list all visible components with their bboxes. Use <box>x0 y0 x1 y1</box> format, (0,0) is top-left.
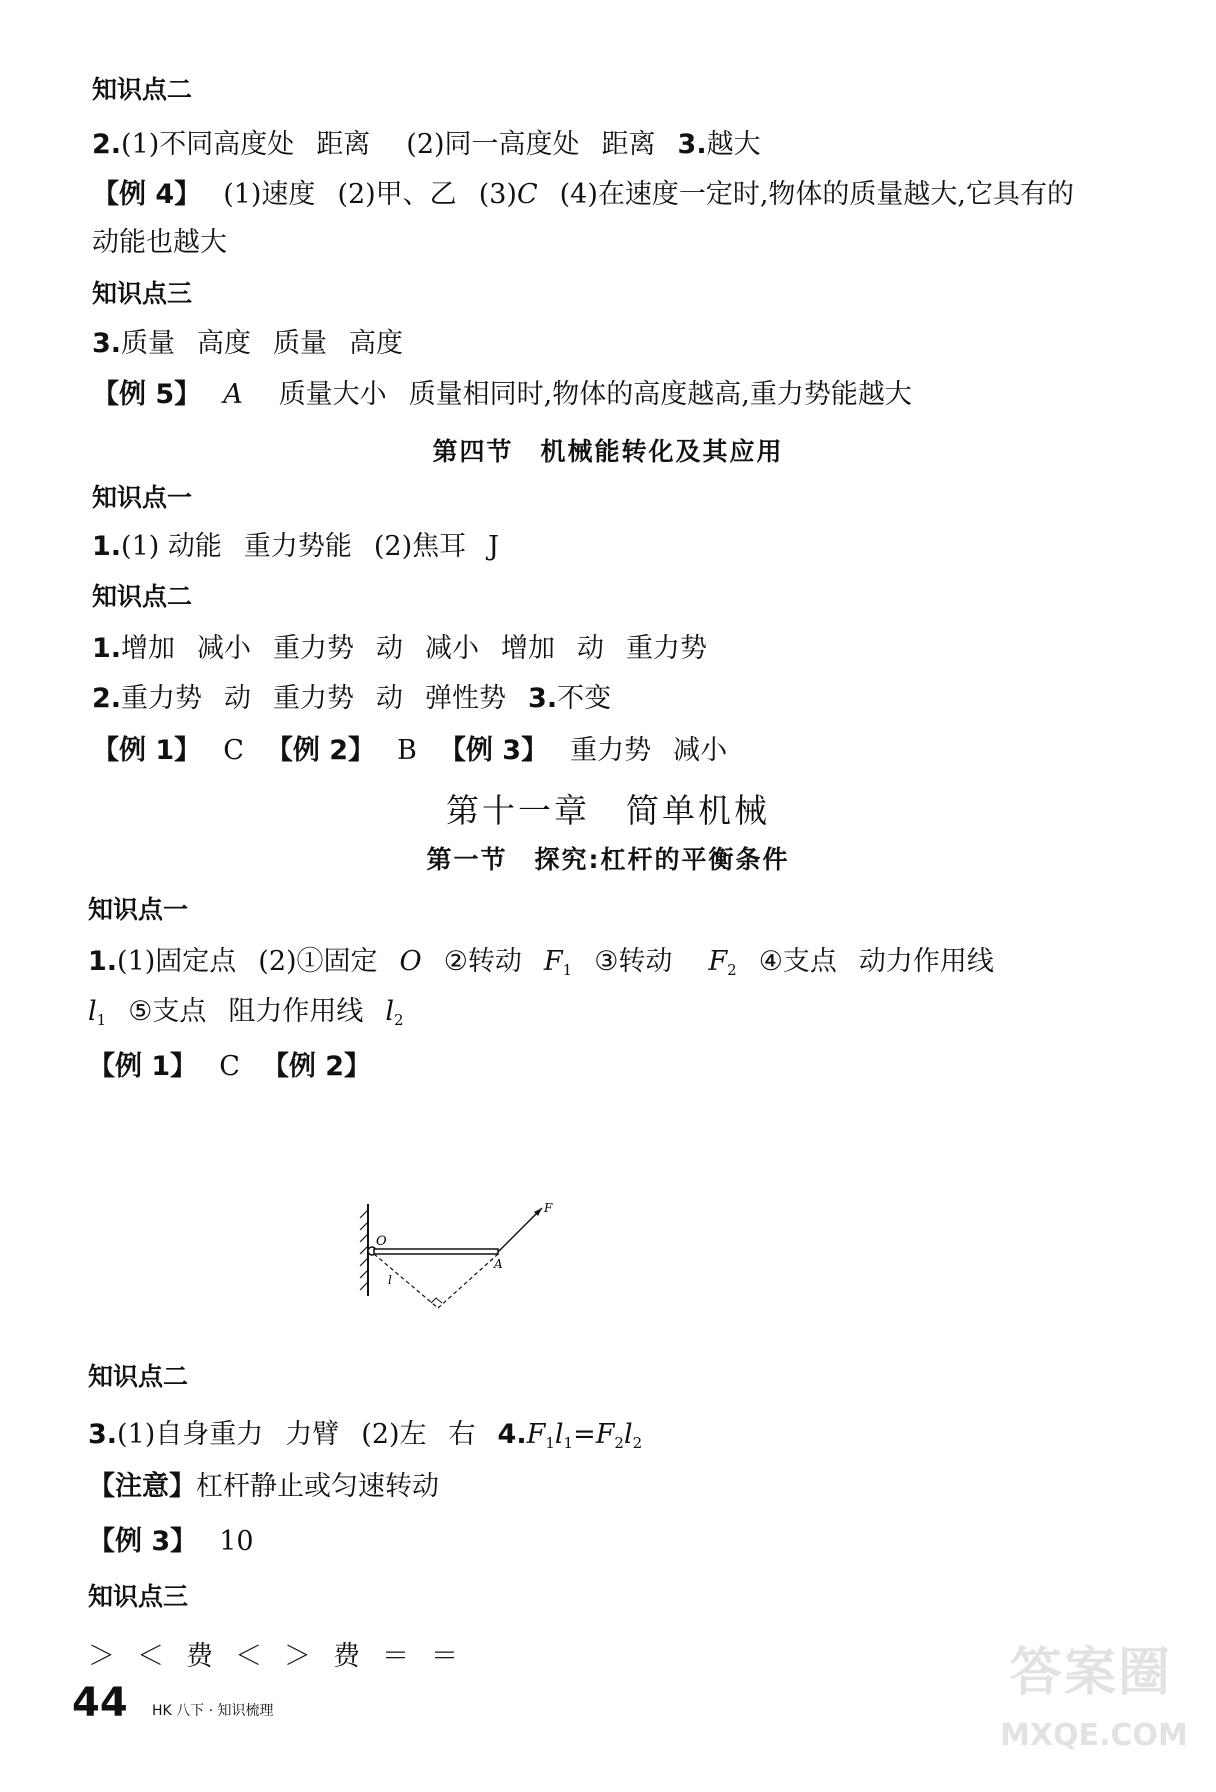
answer-line: 1.(1)固定点 (2)①固定 O ②转动 $F_1$ ③转动 $F_2$ ④支点 动力作用线 <box>88 946 994 979</box>
lever-diagram <box>350 1200 570 1320</box>
answer-line: $l_1$ ⑤支点 阻力作用线 $l_2$ <box>88 996 404 1029</box>
example-4-line: 【例 4】 (1)速度 (2)甲、乙 (3)C (4)在速度一定时,物体的质量越大,它具有的 <box>92 179 1075 210</box>
example-5-line: 【例 5】 A 质量大小 质量相同时,物体的高度越高,重力势能越大 <box>92 379 912 410</box>
lever-bar <box>374 1249 498 1254</box>
chapter-title: 第十一章 简单机械 <box>446 791 770 830</box>
knowledge-point-heading: 知识点一 <box>88 895 189 924</box>
label-F: F <box>544 1201 553 1215</box>
answer-line: 3.(1)自身重力 力臂 (2)左 右 $4.F_1l_1=F_2l_2$ <box>88 1419 643 1452</box>
knowledge-point-heading: 知识点二 <box>88 1362 189 1391</box>
section-title: 第四节 机械能转化及其应用 <box>432 437 784 466</box>
knowledge-point-heading: 知识点二 <box>92 75 193 104</box>
examples-line: 【例 1】 C 【例 2】 B 【例 3】 重力势 减小 <box>92 735 728 766</box>
page-number: 44 <box>72 1680 128 1726</box>
right-angle-mark <box>431 1298 442 1303</box>
section-title: 第一节 探究:杠杆的平衡条件 <box>426 845 790 874</box>
footer-label: HK 八下 · 知识梳理 <box>152 1703 274 1719</box>
answer-line: 1.(1) 动能 重力势能 (2)焦耳 J <box>92 531 499 562</box>
label-l: l <box>388 1273 392 1287</box>
knowledge-point-heading: 知识点一 <box>92 483 193 512</box>
label-O: O <box>376 1234 387 1249</box>
force-arrow <box>498 1208 542 1252</box>
knowledge-point-heading: 知识点二 <box>92 582 193 611</box>
watermark-url: MXQE.COM <box>1000 1718 1188 1753</box>
knowledge-point-heading: 知识点三 <box>92 279 193 308</box>
example-4-continuation: 动能也越大 <box>92 227 227 258</box>
knowledge-point-heading: 知识点三 <box>88 1582 189 1611</box>
lever-arm-line <box>374 1254 438 1308</box>
note-line: 【注意】杠杆静止或匀速转动 <box>88 1471 439 1502</box>
label-A: A <box>494 1257 503 1271</box>
answer-line: 2.重力势 动 重力势 动 弹性势 3.不变 <box>92 683 612 714</box>
examples-line: 【例 1】 C 【例 2】 <box>88 1051 372 1082</box>
wall <box>360 1204 368 1296</box>
force-extension-line <box>438 1254 498 1308</box>
answer-line: 1.增加 减小 重力势 动 减小 增加 动 重力势 <box>92 633 708 664</box>
answer-line: ＞ ＜ 费 ＜ ＞ 费 ＝ ＝ <box>88 1641 458 1672</box>
example-3-line: 【例 3】 10 <box>88 1526 254 1557</box>
watermark-logo: 答案圈 <box>1010 1643 1173 1703</box>
answer-line: 2.(1)不同高度处 距离 (2)同一高度处 距离 3.越大 <box>92 129 761 160</box>
answer-line: 3.质量 高度 质量 高度 <box>92 328 404 359</box>
